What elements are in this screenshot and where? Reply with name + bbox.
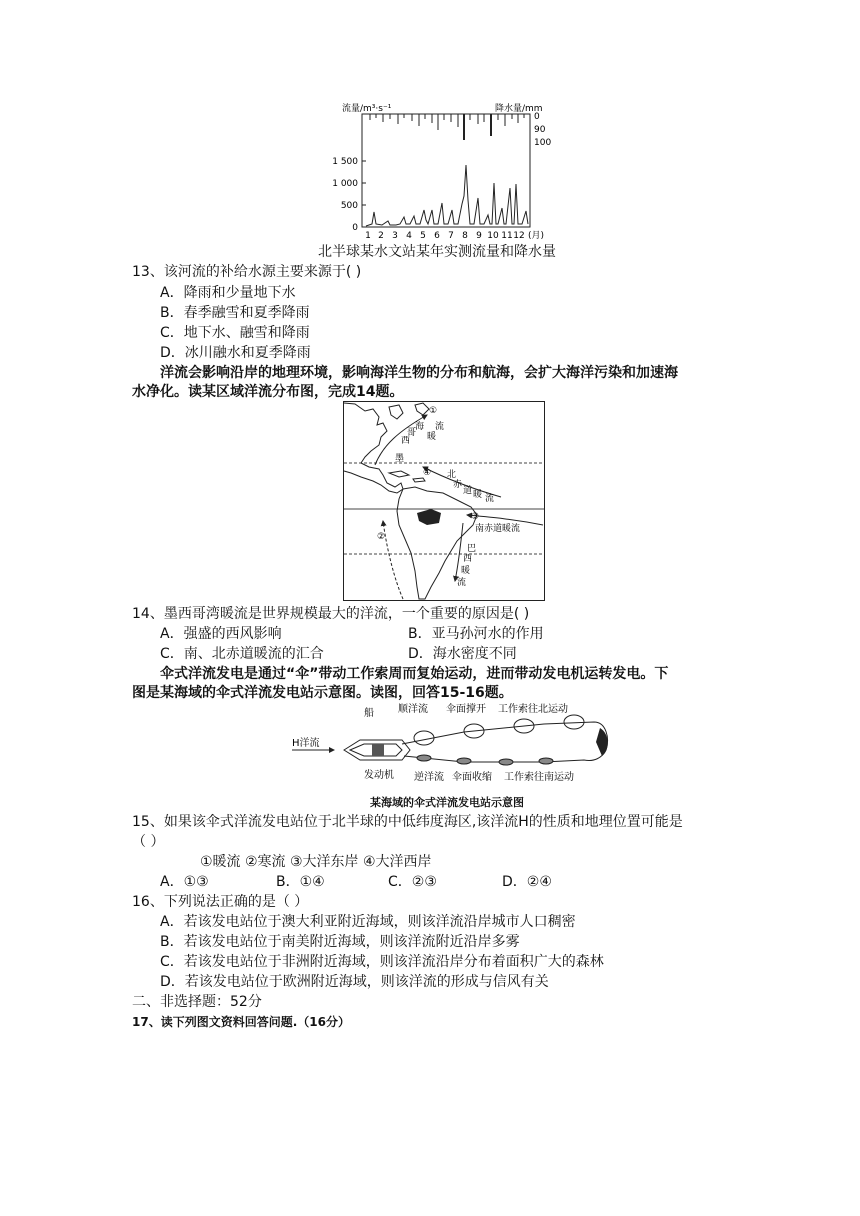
- q15-stem-line2: （ ）: [132, 834, 165, 850]
- umbrella-close-label: 伞面收缩: [452, 772, 492, 783]
- north-move-label: 工作索往北运动: [498, 704, 568, 715]
- neq-label: 道: [463, 486, 473, 496]
- generator-label: 发动机: [364, 770, 394, 781]
- q13-option-c: C．地下水、融雪和降雨: [160, 325, 310, 341]
- y-left-tick: 1 000: [332, 179, 358, 189]
- q15-option-a: A．①③: [160, 874, 209, 890]
- gulf-label: 暖: [427, 432, 437, 442]
- map-marker-2: ②: [377, 532, 386, 542]
- q13-option-a: A．降雨和少量地下水: [160, 285, 296, 301]
- ship-label: 船: [364, 708, 374, 719]
- brazil-label: 流: [457, 578, 467, 588]
- brazil-label: 西: [463, 554, 473, 564]
- q15-stem-line1: 15、如果该伞式洋流发电站位于北半球的中低纬度海区,该洋流H的性质和地理位置可能是: [132, 814, 683, 830]
- intro15-line1: 伞式洋流发电是通过“伞”带动工作索周而复始运动，进而带动发电机运转发电。下: [160, 666, 669, 682]
- x-tick: 2: [378, 231, 384, 241]
- q15-option-d: D．②④: [502, 874, 552, 890]
- gulf-label: 哥: [407, 428, 417, 438]
- neq-label: 暖: [473, 490, 483, 500]
- y-left-tick: 500: [340, 201, 358, 211]
- x-tick: 8: [462, 231, 468, 241]
- section-2-heading: 二、非选择题：52分: [132, 994, 262, 1010]
- ocean-current-map: [343, 401, 545, 601]
- x-tick: 10: [487, 231, 499, 241]
- x-tick: 1: [365, 231, 371, 241]
- x-tick: 5: [420, 231, 426, 241]
- y-right-tick: 90: [534, 125, 546, 135]
- with-current-label: 顺洋流: [398, 704, 428, 715]
- q15-items: ①暖流 ②寒流 ③大洋东岸 ④大洋西岸: [200, 854, 432, 870]
- umbrella-open-label: 伞面撑开: [446, 704, 486, 715]
- gulf-label: 海: [415, 422, 425, 432]
- q16-option-d: D．若该发电站位于欧洲附近海域，则该洋流的形成与信风有关: [160, 974, 549, 990]
- q14-option-a: A．强盛的西风影响: [160, 626, 282, 642]
- q16-option-b: B．若该发电站位于南美附近海域，则该洋流附近沿岸多雾: [160, 934, 520, 950]
- q13-option-b: B．春季融雪和夏季降雨: [160, 305, 310, 321]
- south-move-label: 工作索往南运动: [504, 772, 574, 783]
- q15-option-c: C．②③: [388, 874, 437, 890]
- figure3-caption: 某海域的伞式洋流发电站示意图: [370, 796, 524, 809]
- gulf-label: 西: [401, 436, 411, 446]
- q17-stem: 17、读下列图文资料回答问题.（16分）: [132, 1015, 350, 1029]
- x-tick: 6: [434, 231, 440, 241]
- y-left-label: 流量/m³·s⁻¹: [342, 104, 392, 114]
- against-current-label: 逆洋流: [414, 772, 444, 783]
- figure1-caption: 北半球某水文站某年实测流量和降水量: [318, 244, 556, 260]
- neq-label: 流: [485, 494, 495, 504]
- q16-option-a: A．若该发电站位于澳大利亚附近海域，则该洋流沿岸城市人口稠密: [160, 914, 576, 930]
- intro14-line1: 洋流会影响沿岸的地理环境，影响海洋生物的分布和航海，会扩大海洋污染和加速海: [160, 365, 678, 381]
- h-current-label: H洋流: [292, 738, 320, 749]
- q13-option-d: D．冰川融水和夏季降雨: [160, 345, 311, 361]
- q14-option-b: B．亚马孙河水的作用: [408, 626, 544, 642]
- map-marker-1: ①: [429, 406, 438, 416]
- q14-option-c: C．南、北赤道暖流的汇合: [160, 646, 324, 662]
- brazil-label: 暖: [461, 566, 471, 576]
- neq-label: 北: [447, 470, 457, 480]
- brazil-label: 巴: [467, 544, 477, 554]
- x-tick: 12: [513, 231, 525, 241]
- y-right-tick: 100: [534, 138, 552, 148]
- q16-stem: 16、下列说法正确的是（ ）: [132, 894, 309, 910]
- y-right-tick: 0: [534, 112, 540, 122]
- gulf-label: 流: [435, 422, 445, 432]
- q16-option-c: C．若该发电站位于非洲附近海域，则该洋流沿岸分布着面积广大的森林: [160, 954, 604, 970]
- q14-stem: 14、墨西哥湾暖流是世界规模最大的洋流，一个重要的原因是( ): [132, 606, 530, 622]
- x-tick: 4: [406, 231, 412, 241]
- q13-stem: 13、该河流的补给水源主要来源于( ): [132, 264, 362, 280]
- intro15-line2: 图是某海域的伞式洋流发电站示意图。读图，回答15-16题。: [132, 685, 513, 701]
- x-tick: 9: [476, 231, 482, 241]
- q15-option-b: B．①④: [276, 874, 325, 890]
- y-left-tick: 0: [352, 223, 358, 233]
- mexico-label: 墨: [395, 454, 405, 464]
- y-left-tick: 1 500: [332, 157, 358, 167]
- map-marker-3: ③: [471, 512, 480, 522]
- seq-label: 南赤道暖流: [475, 524, 521, 534]
- x-tick: 3: [392, 231, 398, 241]
- y-right-label: 降水量/mm: [495, 104, 543, 114]
- runoff-chart: [320, 100, 560, 245]
- x-tick: 7: [448, 231, 454, 241]
- intro14-line2: 水净化。读某区域洋流分布图，完成14题。: [132, 384, 404, 400]
- q14-option-d: D．海水密度不同: [408, 646, 517, 662]
- neq-label: 赤: [453, 480, 463, 490]
- map-marker-4: ④: [423, 468, 432, 478]
- x-tick: 11: [501, 231, 513, 241]
- x-unit: (月): [527, 231, 545, 241]
